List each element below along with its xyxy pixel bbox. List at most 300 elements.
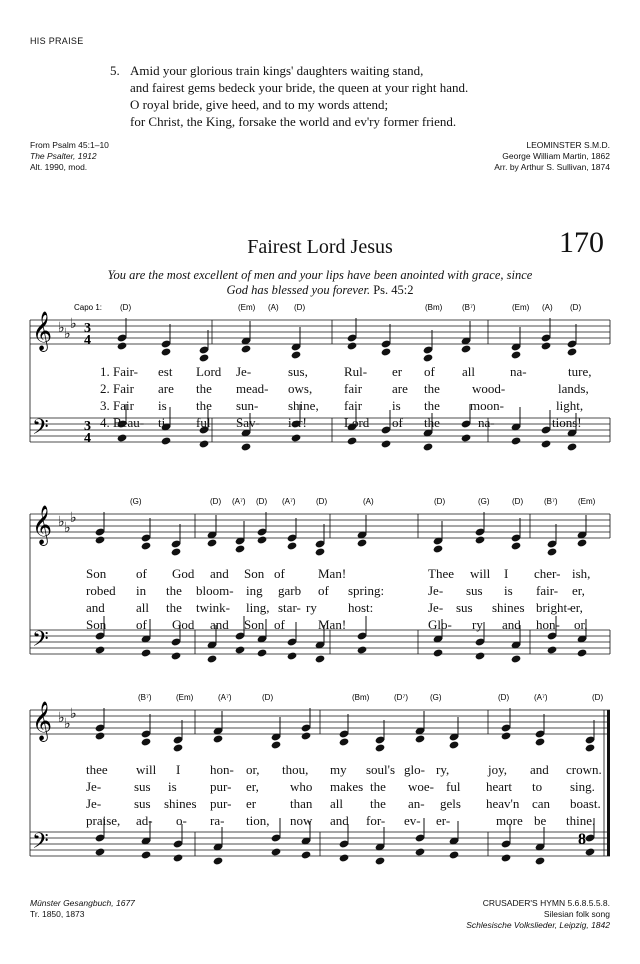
lyric-syllable: glo- — [404, 762, 425, 777]
verse-number: 5. — [110, 63, 120, 78]
hymn-text-credit: Münster Gesangbuch, 1677 Tr. 1850, 1873 — [30, 898, 135, 919]
lyric-syllable: of — [274, 566, 285, 581]
lyric-syllable: 4. Beau- — [100, 415, 145, 430]
chord-symbol: (D) — [512, 497, 524, 506]
lyric-syllable: ish, — [572, 566, 591, 581]
note-head — [141, 648, 152, 657]
note-head — [535, 737, 546, 746]
lyric-syllable: the — [370, 779, 386, 794]
lyric-syllable: I — [176, 762, 181, 777]
lyric-syllable: for- — [366, 813, 386, 828]
lyric-syllable: 2. Fair — [100, 381, 134, 396]
note-head — [173, 853, 184, 862]
svg-text:♭: ♭ — [58, 515, 65, 530]
lyric-line — [0, 583, 640, 600]
lyrics-system-1 — [0, 364, 640, 432]
note-head — [547, 547, 558, 556]
lyric-syllable: bloom- — [196, 583, 234, 598]
note-head — [585, 847, 596, 856]
lyric-syllable: or, — [574, 617, 588, 632]
lyric-syllable: all — [462, 364, 475, 379]
note-head — [475, 651, 486, 660]
note-head — [511, 436, 522, 445]
note-head — [199, 439, 210, 448]
lyric-syllable: is — [504, 583, 513, 598]
verse-line: O royal bride, give heed, and to my words attend; — [130, 97, 389, 112]
lyric-syllable: fair — [344, 381, 363, 396]
lyrics-system-3 — [0, 762, 640, 830]
lyric-syllable: woe- — [408, 779, 434, 794]
note-head — [423, 353, 434, 362]
bass-clef-icon: 𝄢 — [32, 829, 49, 858]
note-head — [207, 654, 218, 663]
lyric-syllable: thee — [86, 762, 108, 777]
lyric-syllable: and — [530, 762, 549, 777]
note-head — [381, 439, 392, 448]
note-head — [315, 547, 326, 556]
chord-symbol: (Bm) — [425, 303, 443, 312]
chord-symbol: (B⁷) — [544, 497, 558, 506]
lyric-syllable: and — [210, 566, 229, 581]
lyric-line — [0, 762, 640, 779]
note-head — [357, 538, 368, 547]
note-head — [207, 538, 218, 547]
bass-clef-icon: 𝄢 — [32, 627, 49, 656]
hymn-number: 170 — [559, 226, 604, 259]
note-head — [339, 737, 350, 746]
lyric-syllable: Son — [244, 566, 265, 581]
note-head — [375, 856, 386, 865]
lyric-syllable: and — [330, 813, 349, 828]
lyric-line — [0, 796, 640, 813]
note-head — [415, 734, 426, 743]
lyric-syllable: mead- — [236, 381, 269, 396]
lyric-syllable: the — [196, 398, 212, 413]
lyric-syllable: who — [290, 779, 313, 794]
lyric-syllable: bright- — [536, 600, 572, 615]
lyric-syllable: ior! — [288, 415, 307, 430]
note-head — [241, 442, 252, 451]
lyric-syllable: sun- — [236, 398, 259, 413]
note-head — [315, 654, 326, 663]
note-head — [501, 853, 512, 862]
lyric-syllable: Je- — [86, 796, 102, 811]
chord-symbol: (D) — [294, 303, 306, 312]
note-head — [213, 734, 224, 743]
note-head — [357, 645, 368, 654]
lyric-syllable: cher- — [534, 566, 561, 581]
lyric-syllable: the — [370, 796, 386, 811]
note-head — [173, 743, 184, 752]
svg-text:3: 3 — [84, 321, 91, 336]
lyric-syllable: I — [504, 566, 509, 581]
lyric-syllable: Je- — [86, 779, 102, 794]
lyric-line — [0, 600, 640, 617]
lyric-syllable: Lord — [344, 415, 370, 430]
lyric-line — [0, 364, 640, 381]
lyric-syllable: moon- — [470, 398, 504, 413]
svg-text:3: 3 — [84, 419, 91, 434]
lyric-syllable: Je- — [236, 364, 252, 379]
lyric-syllable: sing. — [570, 779, 595, 794]
note-head — [433, 648, 444, 657]
svg-text:♭: ♭ — [70, 707, 77, 722]
lyric-syllable: wood- — [472, 381, 506, 396]
svg-text:♭: ♭ — [58, 321, 65, 336]
note-head — [141, 541, 152, 550]
svg-text:♭: ♭ — [58, 711, 65, 726]
lyric-syllable: to — [532, 779, 543, 794]
treble-clef-icon: 𝄞 — [32, 313, 53, 350]
note-head — [141, 737, 152, 746]
chord-symbol: (Bm) — [352, 693, 370, 702]
note-head — [171, 651, 182, 660]
lyric-syllable: more — [496, 813, 523, 828]
lyric-syllable: of — [274, 617, 285, 632]
previous-hymn-tune-credit: LEOMINSTER S.M.D. George William Martin, 1862 Arr. by Arthur S. Sullivan, 1874 — [494, 140, 610, 172]
chord-symbol: (B⁷) — [138, 693, 152, 702]
lyric-syllable: ture, — [568, 364, 592, 379]
lyric-syllable: Rul- — [344, 364, 368, 379]
lyric-syllable: er — [392, 364, 403, 379]
lyric-line — [0, 566, 640, 583]
chord-symbol: (D) — [316, 497, 328, 506]
capo-label: Capo 1: — [74, 303, 103, 312]
lyric-syllable: sus — [466, 583, 483, 598]
lyric-syllable: garb — [278, 583, 302, 598]
lyric-syllable: will — [136, 762, 157, 777]
lyric-syllable: and — [210, 617, 229, 632]
note-head — [271, 847, 282, 856]
lyric-syllable: the — [196, 381, 212, 396]
lyric-syllable: ows, — [288, 381, 313, 396]
lyric-syllable: will — [470, 566, 491, 581]
lyric-syllable: ti- — [158, 415, 170, 430]
time-signature: 8 — [578, 831, 586, 848]
chord-symbol: (D) — [434, 497, 446, 506]
note-head — [213, 856, 224, 865]
lyric-syllable: tion, — [246, 813, 270, 828]
lyric-syllable: and — [86, 600, 105, 615]
lyric-syllable: ra- — [210, 813, 225, 828]
lyric-syllable: Man! — [318, 566, 347, 581]
svg-text:♭: ♭ — [70, 511, 77, 526]
lyric-line — [0, 381, 640, 398]
chord-symbol: (G) — [430, 693, 442, 702]
note-head — [235, 645, 246, 654]
note-head — [585, 743, 596, 752]
lyric-syllable: ry — [472, 617, 483, 632]
lyric-syllable: is — [168, 779, 177, 794]
note-head — [449, 740, 460, 749]
treble-clef-icon: 𝄞 — [32, 703, 53, 740]
lyric-syllable: Je- — [428, 583, 444, 598]
lyric-syllable: joy, — [488, 762, 508, 777]
chord-symbol: (D) — [256, 497, 268, 506]
lyric-syllable: Je- — [428, 600, 444, 615]
note-head — [415, 847, 426, 856]
lyric-syllable: praise, — [86, 813, 121, 828]
lyric-syllable: ful — [196, 415, 211, 430]
lyric-syllable: Thee — [428, 566, 454, 581]
note-head — [161, 436, 172, 445]
lyric-syllable: er — [246, 796, 257, 811]
note-head — [547, 645, 558, 654]
lyric-syllable: be — [534, 813, 547, 828]
lyric-syllable: boast. — [570, 796, 601, 811]
lyric-syllable: na- — [478, 415, 495, 430]
verse-line: and fairest gems bedeck your bride, the queen at your right hand. — [130, 80, 469, 95]
note-head — [171, 547, 182, 556]
lyric-syllable: ful — [446, 779, 461, 794]
lyric-syllable: heav'n — [486, 796, 520, 811]
note-head — [161, 347, 172, 356]
chord-symbol: (D) — [570, 303, 582, 312]
lyric-syllable: soul's — [366, 762, 396, 777]
note-head — [141, 850, 152, 859]
lyric-syllable: all — [136, 600, 149, 615]
lyric-syllable: thou, — [282, 762, 309, 777]
lyric-syllable: is — [158, 398, 167, 413]
lyric-syllable: host: — [348, 600, 374, 615]
note-head — [95, 847, 106, 856]
chord-symbol: (G) — [478, 497, 490, 506]
chord-symbol: (Em) — [238, 303, 256, 312]
note-head — [287, 651, 298, 660]
lyric-syllable: lands, — [558, 381, 589, 396]
lyric-syllable: God — [172, 566, 195, 581]
lyric-syllable: gels — [440, 796, 461, 811]
lyric-syllable: ing — [246, 583, 263, 598]
chord-symbol: (D) — [210, 497, 222, 506]
lyric-syllable: o- — [176, 813, 187, 828]
note-head — [511, 654, 522, 663]
lyric-line — [0, 415, 640, 432]
lyric-syllable: ev- — [404, 813, 421, 828]
hymn-title: Fairest Lord Jesus — [247, 236, 393, 258]
lyric-syllable: Son — [244, 617, 265, 632]
lyric-syllable: can — [532, 796, 551, 811]
note-head — [347, 341, 358, 350]
lyric-syllable: Glo- — [428, 617, 452, 632]
lyric-line — [0, 617, 640, 634]
lyric-syllable: makes — [330, 779, 364, 794]
bass-clef-icon: 𝄢 — [32, 415, 49, 444]
note-head — [117, 341, 128, 350]
lyric-syllable: sus — [134, 779, 151, 794]
note-head — [577, 648, 588, 657]
lyric-syllable: ry — [306, 600, 317, 615]
lyric-syllable: and — [502, 617, 521, 632]
lyric-syllable: of — [318, 583, 329, 598]
lyric-syllable: star- — [278, 600, 301, 615]
lyric-syllable: the — [166, 600, 182, 615]
lyric-syllable: than — [290, 796, 313, 811]
note-head — [347, 436, 358, 445]
lyric-syllable: twink- — [196, 600, 230, 615]
lyric-syllable: pur- — [210, 796, 232, 811]
lyric-syllable: na- — [510, 364, 527, 379]
lyric-syllable: shine, — [288, 398, 319, 413]
note-head — [461, 344, 472, 353]
hymn-tune-credit: CRUSADER'S HYMN 5.6.8.5.5.8. Silesian folk song Schlesische Volkslieder, Leipzig, 1842 — [466, 898, 610, 930]
lyric-syllable: hon- — [210, 762, 234, 777]
lyric-syllable: are — [392, 381, 408, 396]
lyric-syllable: is — [392, 398, 401, 413]
svg-text:♭: ♭ — [64, 327, 71, 342]
note-head — [449, 850, 460, 859]
lyric-syllable: thine. — [566, 813, 596, 828]
lyric-syllable: Man! — [318, 617, 347, 632]
lyric-syllable: ling, — [246, 600, 270, 615]
chord-symbol: (G) — [130, 497, 142, 506]
lyric-syllable: shines — [492, 600, 525, 615]
lyric-syllable: heart — [486, 779, 512, 794]
note-head — [577, 538, 588, 547]
verse-line: for Christ, the King, forsake the world and ev'ry former friend. — [130, 114, 457, 129]
lyric-syllable: fair- — [536, 583, 559, 598]
lyric-syllable: in — [136, 583, 147, 598]
note-head — [257, 648, 268, 657]
note-head — [291, 433, 302, 442]
lyric-syllable: ry, — [436, 762, 450, 777]
svg-text:♭: ♭ — [64, 521, 71, 536]
note-head — [241, 344, 252, 353]
chord-symbol: (Em) — [176, 693, 194, 702]
lyric-syllable: ad- — [136, 813, 153, 828]
note-head — [511, 350, 522, 359]
note-head — [511, 541, 522, 550]
lyric-syllable: God — [172, 617, 195, 632]
note-head — [381, 347, 392, 356]
lyric-syllable: an- — [408, 796, 425, 811]
chord-symbol: (D) — [262, 693, 274, 702]
svg-text:♭: ♭ — [64, 717, 71, 732]
lyric-syllable: Son — [86, 617, 107, 632]
lyric-syllable: er, — [246, 779, 259, 794]
lyric-syllable: Lord — [196, 364, 222, 379]
note-head — [199, 353, 210, 362]
lyric-syllable: pur- — [210, 779, 232, 794]
note-head — [271, 740, 282, 749]
chord-symbol: (A⁷) — [282, 497, 296, 506]
lyric-syllable: 1. Fair- — [100, 364, 139, 379]
lyric-syllable: the — [424, 398, 440, 413]
chord-symbol: (D) — [592, 693, 604, 702]
treble-clef-icon: 𝄞 — [32, 507, 53, 544]
chord-symbol: (A⁷) — [232, 497, 246, 506]
lyric-line — [0, 813, 640, 830]
svg-text:4: 4 — [84, 333, 91, 348]
chord-symbol: (B⁷) — [462, 303, 476, 312]
note-head — [423, 442, 434, 451]
note-head — [95, 731, 106, 740]
lyric-syllable: light, — [556, 398, 584, 413]
lyric-syllable: shines — [164, 796, 197, 811]
lyric-syllable: Son — [86, 566, 107, 581]
lyric-syllable: of — [392, 415, 403, 430]
note-head — [301, 731, 312, 740]
lyric-syllable: sus — [134, 796, 151, 811]
chord-symbol: (A⁷) — [534, 693, 548, 702]
previous-hymn-verse — [110, 62, 468, 130]
lyric-syllable: robed — [86, 583, 116, 598]
note-head — [541, 341, 552, 350]
chord-symbol: (A) — [363, 497, 374, 506]
verse-line: 5. Amid your glorious train kings' daughters waiting stand, — [110, 63, 424, 78]
lyric-syllable: the — [424, 381, 440, 396]
note-head — [257, 535, 268, 544]
scripture-epigraph: You are the most excellent of men and your lips have been anointed with grace, since God has blessed you forever. Ps. 45:2 — [107, 268, 533, 297]
note-head — [291, 350, 302, 359]
lyric-syllable: the — [166, 583, 182, 598]
lyric-syllable: er, — [572, 583, 585, 598]
lyric-syllable: Sav- — [236, 415, 260, 430]
chord-symbol: (Em) — [512, 303, 530, 312]
note-head — [235, 544, 246, 553]
chord-symbol: (D) — [498, 693, 510, 702]
svg-text:♭: ♭ — [70, 317, 77, 332]
note-head — [375, 743, 386, 752]
lyric-syllable: all — [330, 796, 343, 811]
lyric-syllable: 3. Fair — [100, 398, 134, 413]
note-head — [567, 347, 578, 356]
lyric-syllable: of — [136, 566, 147, 581]
lyric-syllable: now — [290, 813, 313, 828]
note-head — [117, 433, 128, 442]
lyric-syllable: er, — [570, 600, 583, 615]
note-head — [339, 853, 350, 862]
lyric-syllable: of — [424, 364, 435, 379]
svg-text:4: 4 — [84, 431, 91, 446]
note-head — [287, 541, 298, 550]
lyric-syllable: hon- — [536, 617, 560, 632]
lyric-syllable: or, — [246, 762, 260, 777]
chord-symbol: (D) — [120, 303, 132, 312]
lyric-syllable: fair — [344, 398, 363, 413]
lyric-syllable: tions! — [552, 415, 582, 430]
lyric-syllable: er- — [436, 813, 451, 828]
lyric-syllable: the — [424, 415, 440, 430]
note-head — [541, 439, 552, 448]
lyric-syllable: my — [330, 762, 347, 777]
note-head — [501, 731, 512, 740]
lyric-syllable: est — [158, 364, 173, 379]
lyric-syllable: are — [158, 381, 174, 396]
note-head — [535, 856, 546, 865]
section-header: HIS PRAISE — [30, 36, 84, 46]
chord-symbol: (Em) — [578, 497, 596, 506]
lyrics-system-2 — [0, 566, 640, 634]
lyric-syllable: sus — [456, 600, 473, 615]
note-head — [433, 544, 444, 553]
chord-symbol: (A) — [542, 303, 553, 312]
note-head — [475, 535, 486, 544]
note-head — [461, 433, 472, 442]
lyric-syllable: sus, — [288, 364, 308, 379]
chord-symbol: (D⁷) — [394, 693, 408, 702]
previous-hymn-text-credit: From Psalm 45:1–10 The Psalter, 1912 Alt. 1990, mod. — [30, 140, 109, 172]
lyric-syllable: crown. — [566, 762, 602, 777]
note-head — [301, 850, 312, 859]
chord-symbol: (A⁷) — [218, 693, 232, 702]
chord-symbol: (A) — [268, 303, 279, 312]
lyric-syllable: of — [136, 617, 147, 632]
lyric-line — [0, 779, 640, 796]
note-head — [95, 645, 106, 654]
note-head — [95, 535, 106, 544]
note-head — [567, 442, 578, 451]
